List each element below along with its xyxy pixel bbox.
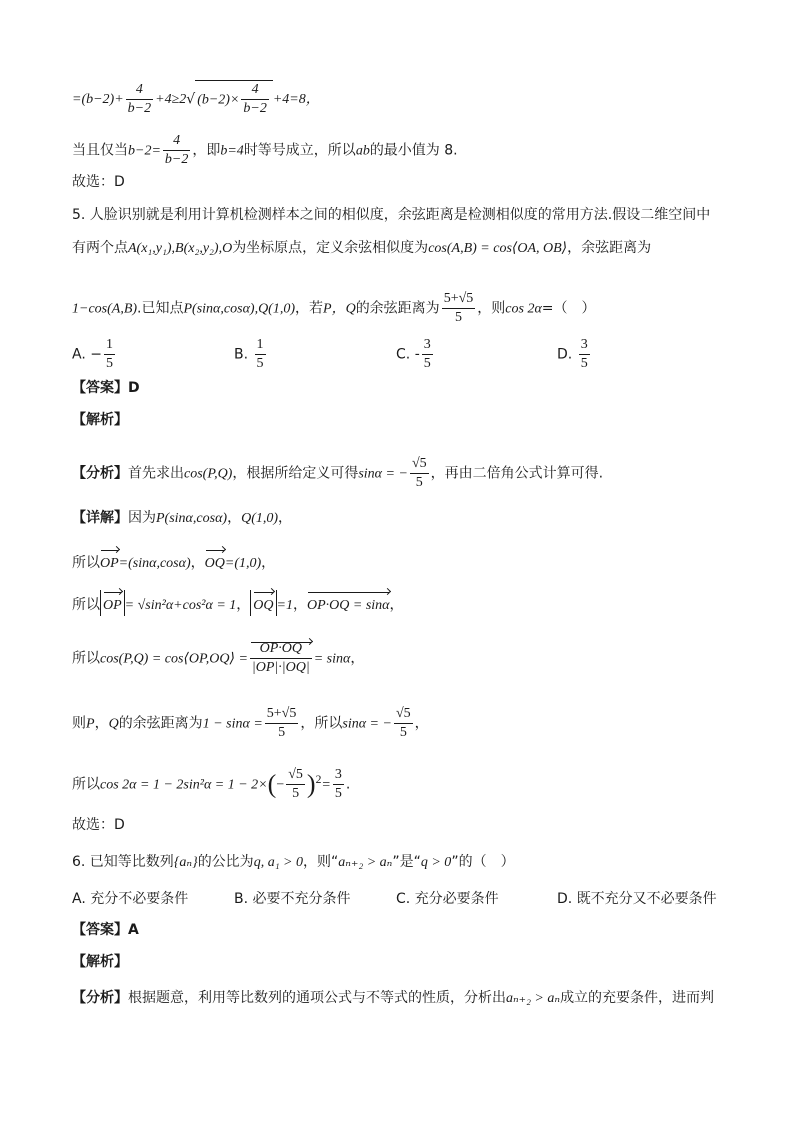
expr: =(b−2)+	[72, 92, 124, 107]
solution-line-2	[72, 132, 458, 169]
expr: ab	[355, 143, 370, 159]
q5-option-c[interactable]: C. - $\frac{3}{5}$	[396, 337, 431, 371]
q6-fenxi: 【分析】根据题意，利用等比数列的通项公式与不等式的性质，分析出aₙ₊₂ > aₙ成立的充要条件，进而判	[72, 990, 715, 1006]
q5-analysis-label: 【解析】	[72, 412, 128, 428]
fraction: $\frac{4}{b-2}$	[127, 81, 152, 116]
q6-option-c[interactable]: C. 充分必要条件	[396, 891, 499, 907]
q6-answer: 【答案】A	[72, 922, 139, 938]
q5-option-d[interactable]: D. $\frac{3}{5}$	[557, 337, 588, 371]
q5-fenxi: 【分析】首先求出cos(P,Q)，根据所给定义可得sinα = − $\frac{√5}{5}$ ，再由二倍角公式计算可得.	[72, 456, 604, 490]
q6-option-a[interactable]: A. 充分不必要条件	[72, 891, 189, 907]
q5-stem-line-2: 有两个点A(x₁,y₁),B(x₂,y₂),O为坐标原点，定义余弦相似度为cos(A,B) = cos⟨OA, OB⟩，余弦距离为	[72, 240, 652, 256]
expr: b=4	[220, 143, 244, 159]
choice-line: 故选：D	[72, 174, 125, 190]
text: ，即	[192, 142, 221, 159]
text: 时等号成立，所以	[243, 142, 356, 159]
q5-stem-line-3: 1−cos(A,B).已知点P(sinα,cosα),Q(1,0)，若P，Q的余弦距离为 $\frac{5+√5}{5}$ ，则cos 2α=（ ）	[72, 291, 596, 325]
q6-analysis-label: 【解析】	[72, 954, 128, 970]
q5-xiangjie-4: 所以cos(P,Q) = cos⟨OP,OQ⟩ = $\frac{OP\cdot OQ}{|OP|\cdot|OQ|}$ = sinα，	[72, 641, 365, 675]
q5-xiangjie-2: 所以OP=(sinα,cosα)，OQ=(1,0)，	[72, 548, 275, 574]
q5-xiangjie-6: 所以cos 2α = 1 − 2sin²α = 1 − 2×(− $\frac{√5}{5}$ )$^2$= $\frac{3}{5}$ .	[72, 767, 351, 801]
q6-stem: 6. 已知等比数列{aₙ}的公比为q, a₁ > 0，则“aₙ₊₂ > aₙ”是“q > 0”的（ ）	[72, 854, 515, 870]
q5-xiangjie-5: 则P，Q的余弦距离为1 − sinα = $\frac{5+√5}{5}$ ，所以sinα = − $\frac{√5}{5}$ ，	[72, 706, 429, 740]
text: 当且仅当	[72, 142, 128, 159]
q5-xiangjie-3: 所以 OP = √sin²α+cos²α = 1， OQ =1，OP·OQ = sinα，	[72, 590, 404, 616]
expr: +4=8，	[272, 92, 320, 107]
q5-choice: 故选：D	[72, 817, 125, 833]
text: 的最小值为 8.	[369, 142, 458, 159]
q5-stem-line-1: 5. 人脸识别就是利用计算机检测样本之间的相似度，余弦距离是检测相似度的常用方法.假设二维空间中	[72, 207, 711, 223]
q6-option-d[interactable]: D. 既不充分又不必要条件	[557, 891, 717, 907]
fraction: $\frac{4}{b-2}$	[164, 133, 189, 167]
q5-answer: 【答案】D	[72, 380, 140, 396]
q6-option-b[interactable]: B. 必要不充分条件	[234, 891, 351, 907]
fraction: $\frac{5+√5}{5}$	[443, 291, 474, 325]
q5-option-a[interactable]: A. − $\frac{1}{5}$	[72, 337, 113, 371]
q5-option-b[interactable]: B. $\frac{1}{5}$	[234, 337, 264, 371]
expr: +4≥2	[155, 92, 187, 107]
q5-xiangjie-1: 【详解】因为P(sinα,cosα)，Q(1,0)，	[72, 510, 293, 526]
sqrt: √ (b−2)× $\frac{4}{b-2}$	[186, 80, 273, 118]
expr: b−2=	[128, 143, 161, 159]
solution-line-1	[72, 80, 320, 118]
